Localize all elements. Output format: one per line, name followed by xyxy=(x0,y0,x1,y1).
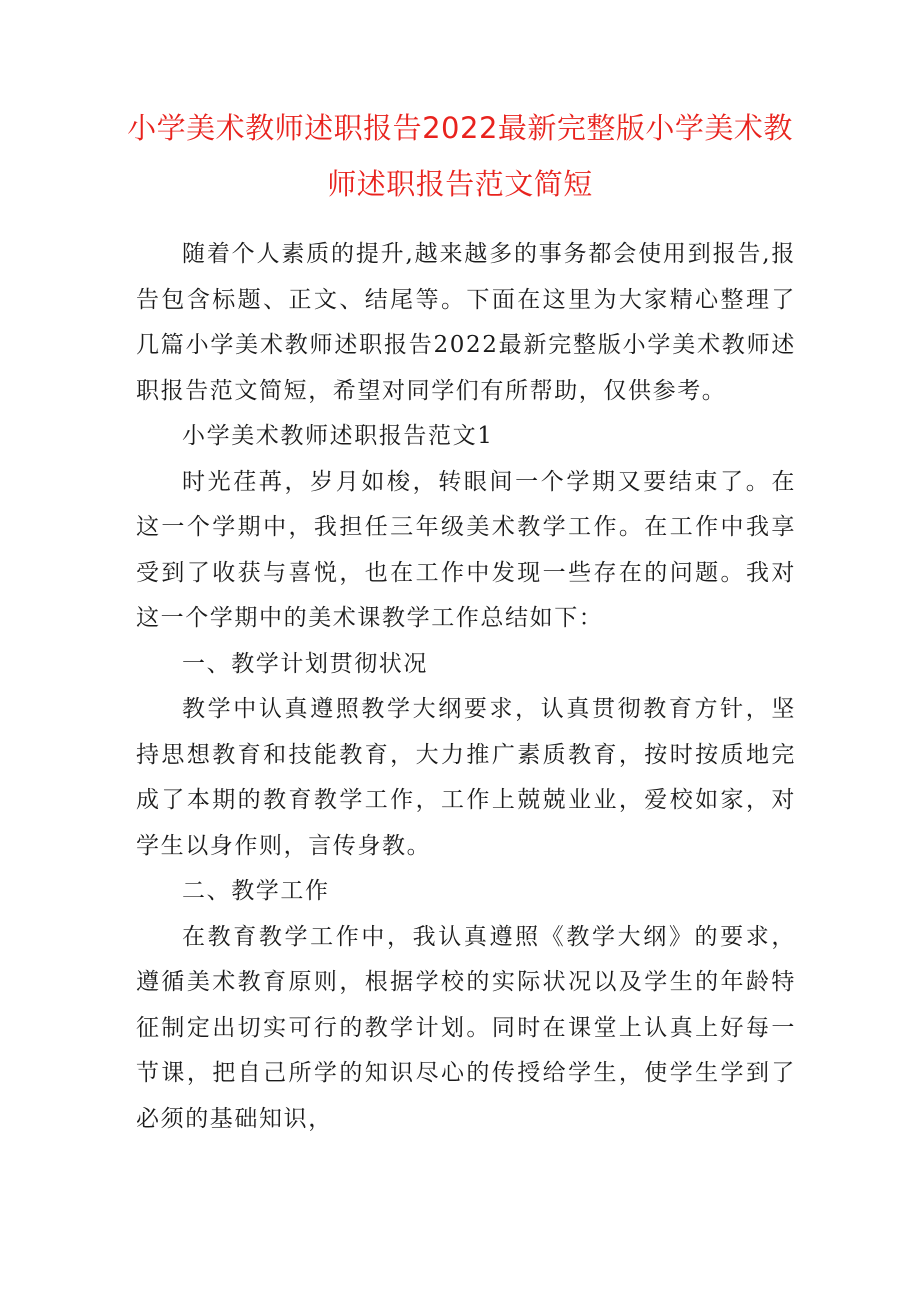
title-line-1: 小学美术教师述职报告2022最新完整版小学美术教 xyxy=(127,111,793,145)
teaching-paragraph: 在教育教学工作中，我认真遵照《教学大纲》的要求，遵循美术教育原则，根据学校的实际状况以及学生的年龄特征制定出切实可行的教学计划。同时在课堂上认真上好每一节课，把自己所学的知识尽心的传授给学生，使学生学到了必须的基础知识， xyxy=(136,923,796,1132)
opening-paragraph: 时光荏苒，岁月如梭，转眼间一个学期又要结束了。在这一个学期中，我担任三年级美术教学工作。在工作中我享受到了收获与喜悦，也在工作中发现一些存在的问题。我对这一个学期中的美术课教学工作总结如下： xyxy=(136,468,796,631)
intro-paragraph: 随着个人素质的提升,越来越多的事务都会使用到报告,报告包含标题、正文、结尾等。下面在这里为大家精心整理了几篇小学美术教师述职报告2022最新完整版小学美术教师述职报告范文简短，希望对同学们有所帮助，仅供参考。 xyxy=(136,241,796,404)
section-heading-teaching: 二、教学工作 xyxy=(182,878,330,904)
document-title xyxy=(120,100,800,212)
document-body xyxy=(136,232,796,1142)
title-line-2: 师述职报告范文简短 xyxy=(327,167,593,201)
section-heading-plan: 一、教学计划贯彻状况 xyxy=(182,650,428,677)
plan-paragraph: 教学中认真遵照教学大纲要求，认真贯彻教育方针，坚持思想教育和技能教育，大力推广素质教育，按时按质地完成了本期的教育教学工作，工作上兢兢业业，爱校如家，对学生以身作则，言传身教。 xyxy=(136,696,796,859)
section-heading-sample-1: 小学美术教师述职报告范文1 xyxy=(182,423,494,449)
